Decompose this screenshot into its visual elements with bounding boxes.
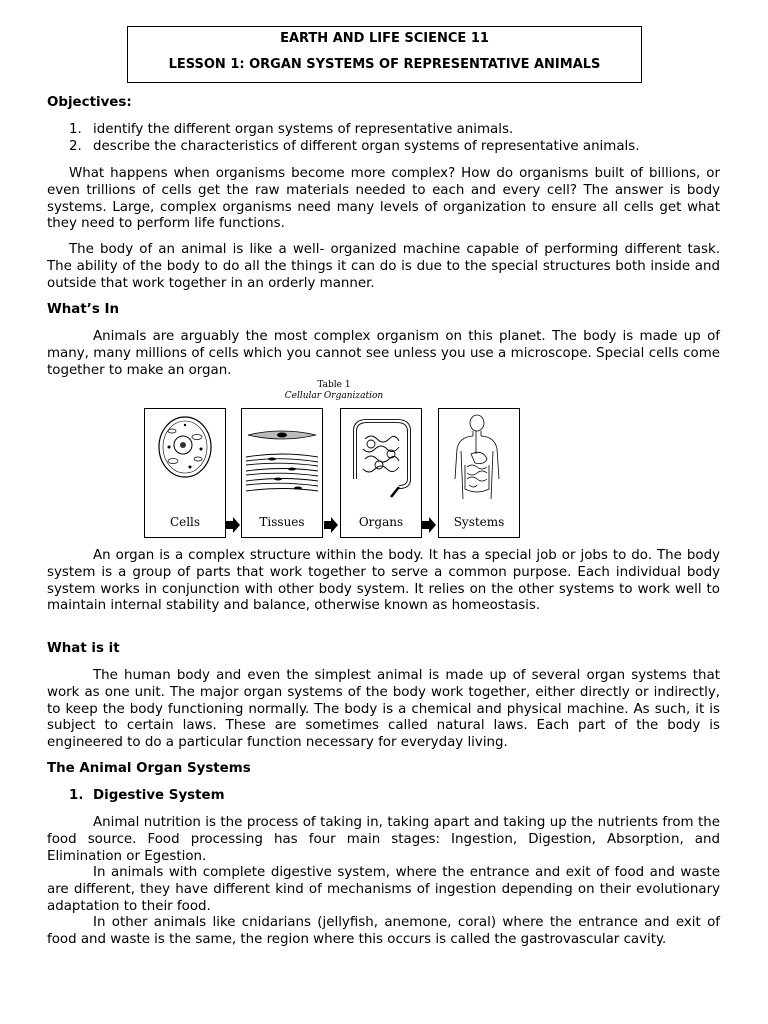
objectives-heading: Objectives: (47, 95, 132, 110)
objective-number: 2. (69, 138, 82, 154)
systems-panel (438, 408, 520, 538)
body-system-illustration (439, 409, 519, 509)
subject-title: EARTH AND LIFE SCIENCE 11 (280, 31, 489, 46)
figure-table-number: Table 1 (317, 380, 351, 390)
lesson-title: LESSON 1: ORGAN SYSTEMS OF REPRESENTATIVE ANIMALS (168, 57, 601, 72)
organs-panel (340, 408, 422, 538)
objectives-list (69, 122, 719, 156)
digestive-paragraph-3: In other animals like cnidarians (jellyfish, anemone, coral) where the entrance and exit of food and waste is the same, the region where this occurs is called the gastrovascular cavity. (47, 915, 720, 947)
tissues-panel (241, 408, 323, 538)
objective-item (69, 122, 719, 139)
whats-in-paragraph-2: An organ is a complex structure within the body. It has a special job or jobs to do. The body system is a group of parts that work together to serve a common purpose. Each individual body system works in conjunction with other body system. It relies on the other systems to work well to maintain internal stability and balance, otherwise known as homeostasis. (47, 548, 720, 614)
lesson-title-box (127, 26, 642, 83)
cell-illustration (145, 409, 225, 509)
intro-paragraph-1: What happens when organisms become more complex? How do organisms built of billions, or even trillions of cells get the raw materials needed to each and every cell? The answer is body systems. Large, complex organisms need many levels of organization to ensure all cells get what they need to perform life functions. (47, 166, 720, 232)
intro-paragraph-2: The body of an animal is like a well- organized machine capable of performing different task. The ability of the body to do all the things it can do is due to the special structures both inside and outside that work together in an orderly manner. (47, 242, 720, 291)
what-is-it-paragraph: The human body and even the simplest animal is made up of several organ systems that work as one unit. The major organ systems of the body work together, either directly or indirectly, to keep the body functioning normally. The body is a chemical and physical machine. As such, it is subject to certain laws. These are sometimes called natural laws. Each part of the body is engineered to do a particular function necessary for everyday living. (47, 668, 720, 751)
objective-text: describe the characteristics of different organ systems of representative animals. (93, 138, 640, 154)
intestine-illustration (341, 409, 421, 509)
objective-item (69, 139, 719, 156)
what-is-it-heading: What is it (47, 641, 120, 656)
organ-systems-heading: The Animal Organ Systems (47, 761, 251, 776)
digestive-system-title: Digestive System (93, 788, 225, 803)
digestive-paragraph-1: Animal nutrition is the process of taking in, taking apart and taking up the nutrients from the food source. Food processing has four main stages: Ingestion, Digestion, Absorption, and Elimination or Egestion. (47, 815, 720, 864)
arrow-right-icon (226, 516, 240, 534)
objective-text: identify the different organ systems of representative animals. (93, 122, 514, 137)
cellular-organization-figure (144, 380, 524, 540)
arrow-right-icon (422, 516, 436, 534)
digestive-system-number: 1. (69, 788, 84, 803)
figure-caption: Cellular Organization (284, 391, 384, 401)
arrow-right-icon (324, 516, 338, 534)
whats-in-heading: What’s In (47, 302, 119, 317)
digestive-system-heading (69, 788, 719, 805)
tissue-illustration (242, 409, 322, 509)
organs-label: Organs (358, 515, 404, 529)
cells-panel (144, 408, 226, 538)
digestive-paragraph-2: In animals with complete digestive system, where the entrance and exit of food and waste are different, they have different kind of mechanisms of ingestion depending on their evolutionary adaptation to their food. (47, 865, 720, 914)
cells-label: Cells (169, 515, 201, 529)
systems-label: Systems (453, 515, 505, 529)
tissues-label: Tissues (259, 515, 305, 529)
whats-in-paragraph-1: Animals are arguably the most complex organism on this planet. The body is made up of many, many millions of cells which you cannot see unless you use a microscope. Special cells come together to make an organ. (47, 329, 720, 378)
objective-number: 1. (69, 122, 82, 137)
